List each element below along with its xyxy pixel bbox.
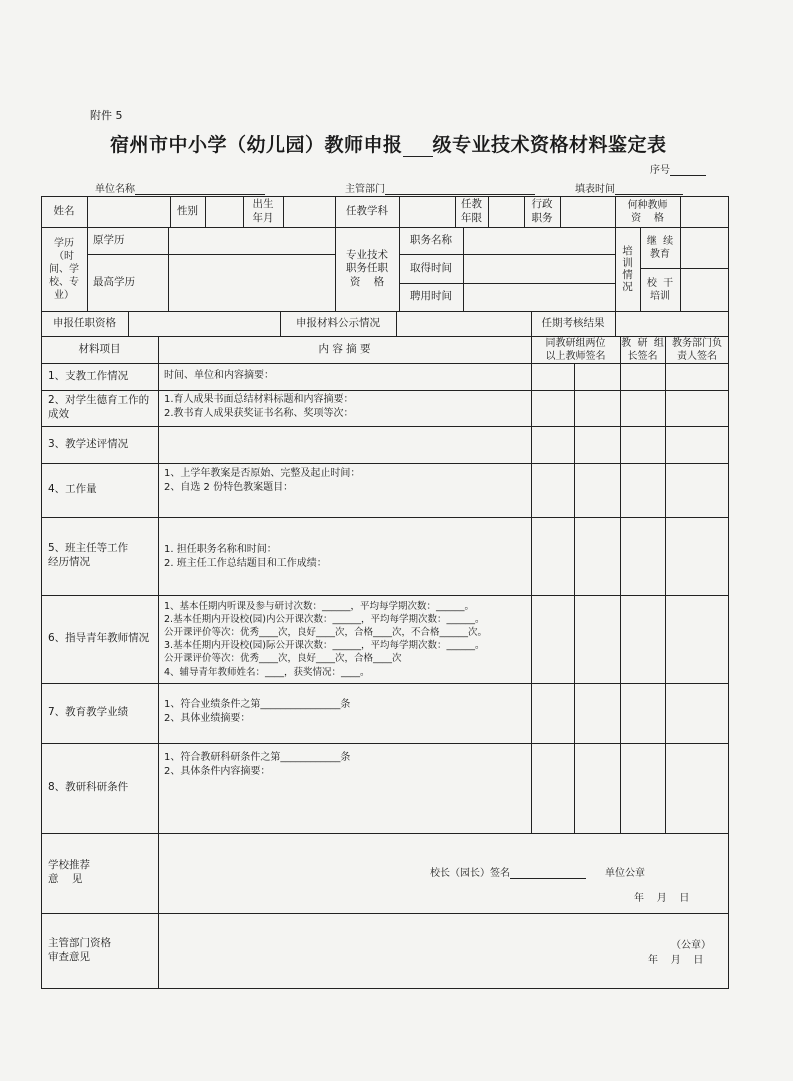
- item-header: 材料项目: [78, 342, 121, 355]
- birth-label: 出生 年月: [252, 197, 274, 224]
- row-content[interactable]: [164, 431, 526, 459]
- rule: [205, 196, 206, 227]
- obtain-time-label: 取得时间: [410, 261, 452, 274]
- rule: [168, 227, 169, 311]
- dept-review-label: 主管部门资格 审查意见: [48, 937, 111, 963]
- serial-number: 序号: [650, 161, 706, 176]
- rule: [531, 336, 532, 833]
- fill-date: 填表时间: [575, 180, 683, 195]
- row-content[interactable]: 1、基本任期内听课及参与研讨次数：______，平均每学期次数：______。 2.基本任期内开设校(园)内公开课次数：______，平均每学期次数：______。 公开课评价等次：优秀____次，良好____次，合格____次，不合格______次。 3.基本任期内开设校(园)际公开课次数：______，平均每学期次数：______。 公开课评价等次：优秀____次，良好____次，合格____次 4、辅导青年教师姓名：____，获奖情况：____。: [164, 601, 488, 678]
- dept-seal: （公章）: [671, 940, 711, 951]
- rule: [665, 336, 666, 833]
- name-field[interactable]: [87, 196, 170, 227]
- name-label: 姓名: [53, 204, 75, 217]
- subject-label: 任教学科: [346, 204, 388, 217]
- dept-review-date: 年 月 日: [648, 955, 704, 966]
- group-leader-header: 教 研 组 长签名: [621, 337, 664, 362]
- row-content[interactable]: 1.育人成果书面总结材料标题和内容摘要： 2.教书育人成果获奖证书名称、奖项等次：: [164, 394, 354, 419]
- row-label: 4、工作量: [48, 483, 97, 496]
- gender-label: 性别: [177, 204, 198, 217]
- row-content[interactable]: 1、符合业绩条件之第________________条 2、具体业绩摘要：: [164, 699, 351, 724]
- school-rec-label: 学校推荐 意 见: [48, 859, 90, 885]
- unit-name: 单位名称: [95, 180, 265, 195]
- row-content[interactable]: 1、符合教研科研条件之第____________条 2、具体条件内容摘要：: [164, 752, 351, 777]
- unit-name-field[interactable]: [135, 183, 265, 195]
- assessment-label: 任期考核结果: [541, 316, 605, 329]
- years-label: 任教 年限: [461, 197, 482, 224]
- rule: [620, 336, 621, 833]
- rule: [680, 227, 681, 311]
- form-title: [110, 130, 667, 157]
- row-label: 5、班主任等工作 经历情况: [48, 542, 129, 568]
- cont-edu-label: 继 续 教育: [646, 235, 674, 260]
- school-seal: 单位公章: [605, 868, 645, 879]
- academic-affairs-header: 教务部门负 责人签名: [672, 337, 722, 362]
- row-content[interactable]: 1、上学年教案是否原始、完整及起止时间： 2、自选 2 份特色教案题目：: [164, 468, 361, 493]
- row-label: 2、对学生德育工作的 成效: [48, 394, 150, 420]
- serial-field[interactable]: [670, 164, 706, 176]
- rule: [463, 227, 464, 311]
- original-edu-label: 原学历: [93, 233, 125, 246]
- row-content[interactable]: 时间、单位和内容摘要：: [164, 370, 274, 381]
- school-rec-date: 年 月 日: [634, 893, 690, 904]
- rule: [128, 311, 129, 336]
- rule: [283, 196, 284, 227]
- apply-qual-label: 申报任职资格: [53, 316, 116, 329]
- peer-signature-header: 同教研组两位 以上教师签名: [545, 337, 606, 362]
- school-train-label: 校 干 培训: [646, 277, 674, 302]
- rule: [615, 311, 616, 336]
- principal-signature-field[interactable]: [510, 867, 586, 879]
- fill-date-field[interactable]: [615, 183, 683, 195]
- principal-signature: 校长（园长）签名: [430, 864, 586, 879]
- title-name-label: 职务名称: [410, 233, 452, 246]
- row-label: 7、教育教学业绩: [48, 706, 129, 719]
- rule: [396, 311, 397, 336]
- supervising-dept: 主管部门: [345, 180, 535, 195]
- highest-edu-label: 最高学历: [93, 275, 135, 288]
- row-label: 3、教学述评情况: [48, 437, 129, 450]
- row-content[interactable]: 1. 担任职务名称和时间： 2. 班主任工作总结题目和工作成绩：: [164, 544, 327, 569]
- rule: [574, 363, 575, 833]
- rule: [488, 196, 489, 227]
- title-part2: 级专业技术资格材料鉴定表: [432, 134, 667, 156]
- training-label: 培 训 情 况: [622, 244, 633, 294]
- publicity-label: 申报材料公示情况: [296, 316, 380, 329]
- row-label: 1、支教工作情况: [48, 369, 129, 382]
- rule: [560, 196, 561, 227]
- prof-title-label: 专业技术 职务任职 资 格: [346, 248, 388, 288]
- row-label: 8、教研科研条件: [48, 781, 129, 794]
- education-label: 学历 （时 间、学 校、专 业）: [49, 237, 79, 301]
- hire-time-label: 聘用时间: [410, 290, 452, 303]
- row-label: 6、指导青年教师情况: [48, 632, 150, 645]
- dept-field[interactable]: [385, 183, 535, 195]
- qualification-label: 何种教师 资 格: [627, 199, 668, 224]
- title-part1: 宿州市中小学（幼儿园）教师申报: [110, 134, 403, 156]
- admin-label: 行政 职务: [531, 197, 553, 224]
- attachment-label: 附件 5: [90, 109, 123, 122]
- level-blank[interactable]: [403, 140, 433, 157]
- rule: [680, 196, 681, 227]
- content-header: 内 容 摘 要: [318, 342, 371, 355]
- rule: [158, 336, 159, 989]
